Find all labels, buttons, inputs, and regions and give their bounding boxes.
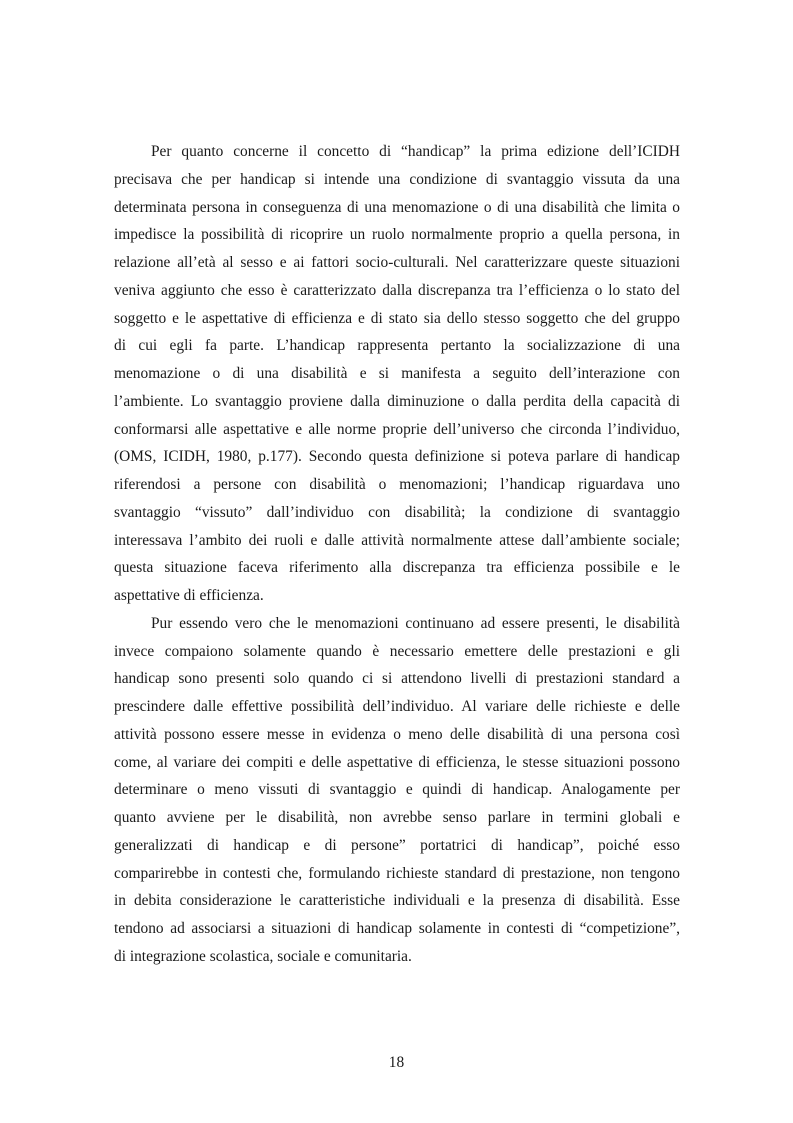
text-line: veniva aggiunto che esso è caratterizzato dalla discrepanza tra l’efficienza o lo stato del bbox=[114, 281, 680, 299]
text-line: invece compaiono solamente quando è necessario emettere delle prestazioni e gli bbox=[114, 642, 680, 660]
text-line: in debita considerazione le caratteristiche individuali e la presenza di disabilità. Esse bbox=[114, 892, 680, 910]
text-line: quanto avviene per le disabilità, non avrebbe senso parlare in termini globali e bbox=[114, 809, 680, 826]
text-line: di integrazione scolastica, sociale e comunitaria. bbox=[114, 947, 412, 965]
text-line: di cui egli fa parte. L’handicap rappresenta pertanto la socializzazione di una bbox=[114, 337, 680, 355]
paragraph-1 bbox=[114, 138, 680, 610]
text-line: determinare o meno vissuti di svantaggio e quindi di handicap. Analogamente per bbox=[114, 781, 680, 799]
text-line: generalizzati di handicap e di persone” portatrici di handicap”, poiché esso bbox=[114, 836, 680, 854]
text-line: soggetto e le aspettative di efficienza e di stato sia dello stesso soggetto che del gruppo bbox=[114, 309, 680, 327]
text-line: interessava l’ambito dei ruoli e dalle attività normalmente attese dall’ambiente sociale; bbox=[114, 531, 680, 549]
paragraph-2 bbox=[114, 610, 680, 971]
text-line: (OMS, ICIDH, 1980, p.177). Secondo questa definizione si poteva parlare di handicap bbox=[114, 448, 680, 466]
text-line: attività possono essere messe in evidenza o meno delle disabilità di una persona così bbox=[114, 725, 680, 743]
text-line: Pur essendo vero che le menomazioni continuano ad essere presenti, le disabilità bbox=[151, 614, 680, 632]
text-line: riferendosi a persone con disabilità o menomazioni; l’handicap riguardava uno bbox=[114, 476, 680, 493]
text-line: tendono ad associarsi a situazioni di handicap solamente in contesti di “competizione”, bbox=[114, 920, 680, 937]
text-line: comparirebbe in contesti che, formulando richieste standard di prestazione, non tengono bbox=[114, 864, 680, 882]
text-line: prescindere dalle effettive possibilità dell’individuo. Al variare delle richieste e delle bbox=[114, 698, 680, 715]
text-line: Per quanto concerne il concetto di “handicap” la prima edizione dell’ICIDH bbox=[151, 143, 680, 160]
body-text bbox=[114, 138, 680, 971]
page-number: 18 bbox=[388, 1054, 405, 1071]
text-line: relazione all’età al sesso e ai fattori socio-culturali. Nel caratterizzare queste situazioni bbox=[114, 254, 680, 271]
text-line: questa situazione faceva riferimento alla discrepanza tra efficienza possibile e le bbox=[114, 559, 680, 577]
text-line: come, al variare dei compiti e delle aspettative di efficienza, le stesse situazioni possono bbox=[114, 753, 680, 771]
text-line: aspettative di efficienza. bbox=[114, 587, 264, 604]
text-line: impedisce la possibilità di ricoprire un ruolo normalmente proprio a quella persona, in bbox=[114, 226, 680, 244]
text-line: precisava che per handicap si intende una condizione di svantaggio vissuta da una bbox=[114, 170, 680, 188]
text-line: menomazione o di una disabilità e si manifesta a seguito dell’interazione con bbox=[114, 365, 680, 382]
text-line: svantaggio “vissuto” dall’individuo con disabilità; la condizione di svantaggio bbox=[114, 503, 680, 521]
text-line: conformarsi alle aspettative e alle norme proprie dell’universo che circonda l’individuo, bbox=[114, 420, 680, 438]
text-line: handicap sono presenti solo quando ci si attendono livelli di prestazioni standard a bbox=[114, 670, 680, 688]
text-line: l’ambiente. Lo svantaggio proviene dalla diminuzione o dalla perdita della capacità di bbox=[114, 392, 680, 410]
text-line: determinata persona in conseguenza di una menomazione o di una disabilità che limita o bbox=[114, 198, 680, 216]
